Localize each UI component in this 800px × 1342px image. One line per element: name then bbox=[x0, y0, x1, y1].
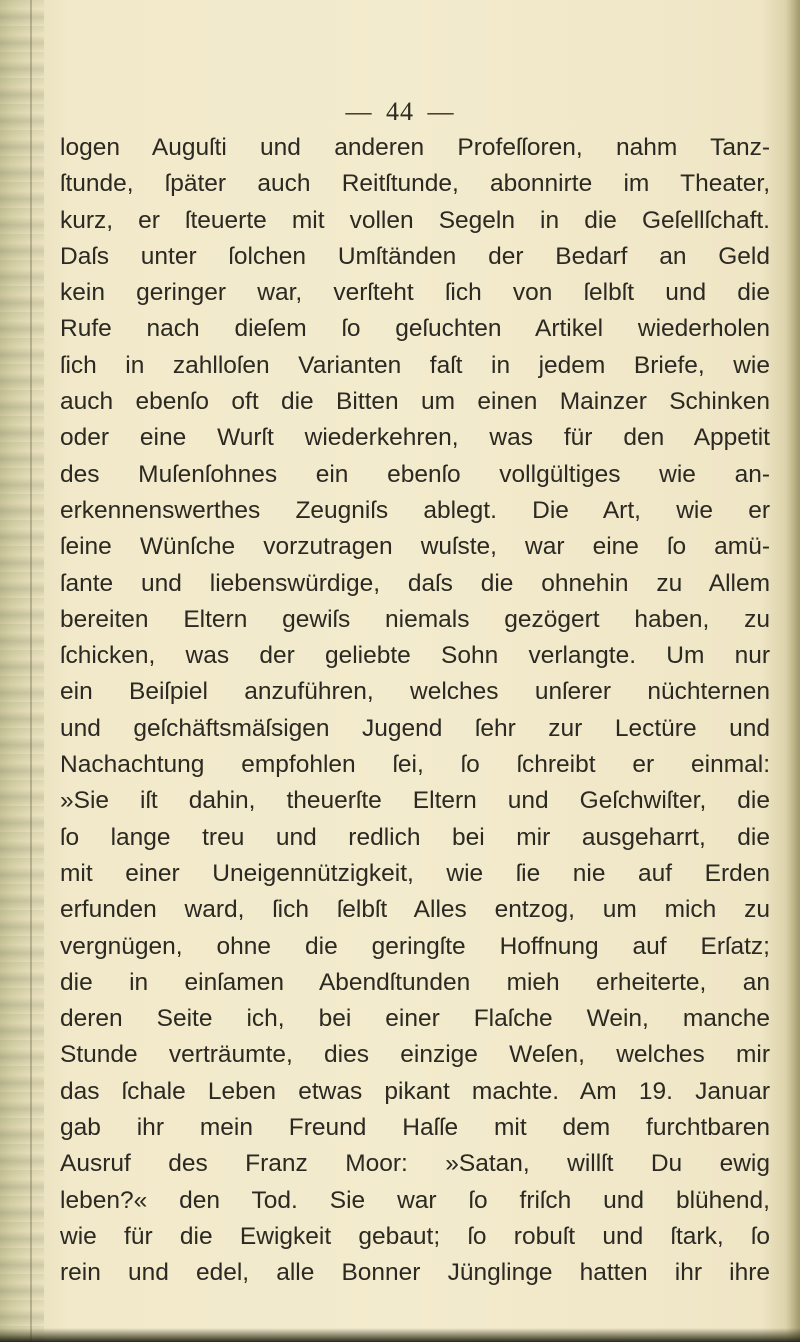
text-line: gab ihr mein Freund Haſſe mit dem furchtbaren bbox=[60, 1114, 770, 1142]
text-line: ſich in zahlloſen Varianten faſt in jedem Briefe, wie bbox=[60, 351, 770, 379]
binding-shadow-line bbox=[30, 0, 32, 1342]
text-line: »Sie iſt dahin, theuerſte Eltern und Geſchwiſter, die bbox=[60, 787, 770, 815]
text-line: oder eine Wurſt wiederkehren, was für den Appetit bbox=[60, 424, 770, 452]
text-line: kurz, er ſteuerte mit vollen Segeln in die Geſellſchaft. bbox=[60, 206, 770, 234]
page-number: — 44 — bbox=[345, 97, 455, 126]
text-line: Nachachtung empfohlen ſei, ſo ſchreibt er einmal: bbox=[60, 751, 770, 779]
text-line: ein Beiſpiel anzuführen, welches unſerer nüchternen bbox=[60, 678, 770, 706]
text-line: das ſchale Leben etwas pikant machte. Am 19. Januar bbox=[60, 1077, 770, 1105]
text-line: Rufe nach dieſem ſo geſuchten Artikel wiederholen bbox=[60, 315, 770, 343]
text-line: deren Seite ich, bei einer Flaſche Wein, manche bbox=[60, 1005, 770, 1033]
text-line: und geſchäftsmäſsigen Jugend ſehr zur Lectüre und bbox=[60, 714, 770, 742]
text-line: mit einer Uneigennützigkeit, wie ſie nie auf Erden bbox=[60, 859, 770, 887]
body-text bbox=[60, 130, 770, 1292]
text-line: erkennenswerthes Zeugniſs ablegt. Die Art, wie er bbox=[60, 496, 770, 524]
text-line: vergnügen, ohne die geringſte Hoffnung auf Erſatz; bbox=[60, 932, 770, 960]
text-line: leben?« den Tod. Sie war ſo friſch und blühend, bbox=[60, 1186, 770, 1214]
text-line: wie für die Ewigkeit gebaut; ſo robuſt und ſtark, ſo bbox=[60, 1222, 770, 1250]
text-line: die in einſamen Abendſtunden mieh erheiterte, an bbox=[60, 968, 770, 996]
text-line: ſante und liebenswürdige, daſs die ohnehin zu Allem bbox=[60, 569, 770, 597]
text-line: ſo lange treu und redlich bei mir ausgeharrt, die bbox=[60, 823, 770, 851]
text-line: rein und edel, alle Bonner Jünglinge hatten ihr ihre bbox=[60, 1259, 770, 1287]
page-bottom-edge bbox=[0, 1328, 800, 1342]
text-line: Daſs unter ſolchen Umſtänden der Bedarf an Geld bbox=[60, 242, 770, 270]
text-line: ſtunde, ſpäter auch Reitſtunde, abonnirte im Theater, bbox=[60, 170, 770, 198]
text-line: ſchicken, was der geliebte Sohn verlangte. Um nur bbox=[60, 642, 770, 670]
page-binding-edge bbox=[0, 0, 44, 1342]
text-line: ſeine Wünſche vorzutragen wuſste, war eine ſo amü- bbox=[60, 533, 770, 561]
text-line: erfunden ward, ſich ſelbſt Alles entzog, um mich zu bbox=[60, 896, 770, 924]
text-line: des Muſenſohnes ein ebenſo vollgültiges wie an- bbox=[60, 460, 770, 488]
text-line: kein geringer war, verſteht ſich von ſelbſt und die bbox=[60, 279, 770, 307]
text-line: auch ebenſo oft die Bitten um einen Mainzer Schinken bbox=[60, 388, 770, 416]
page-right-edge bbox=[786, 0, 800, 1342]
text-line: logen Auguſti und anderen Profeſſoren, nahm Tanz- bbox=[60, 134, 770, 161]
text-line: Ausruf des Franz Moor: »Satan, willſt Du ewig bbox=[60, 1150, 770, 1178]
text-line: bereiten Eltern gewiſs niemals gezögert haben, zu bbox=[60, 605, 770, 633]
text-line: Stunde verträumte, dies einzige Weſen, welches mir bbox=[60, 1041, 770, 1069]
